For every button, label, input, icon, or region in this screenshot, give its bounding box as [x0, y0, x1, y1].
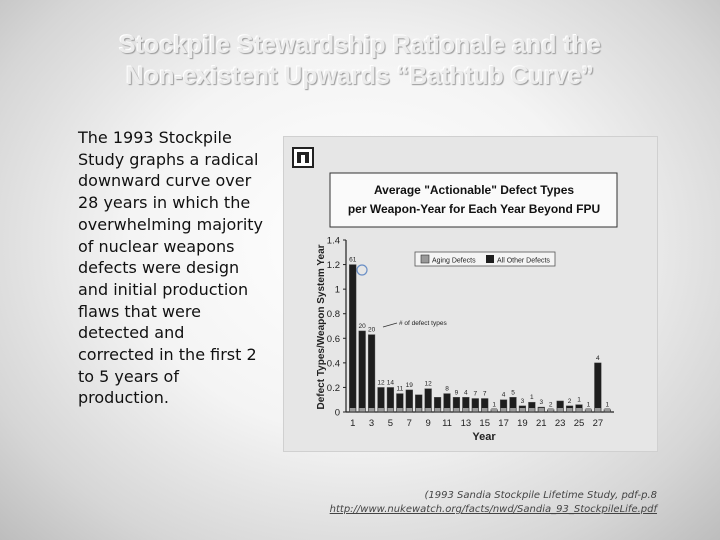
legend-label-aging: Aging Defects: [432, 257, 476, 265]
annotation-arrow: [383, 323, 397, 327]
bar-aging-segment: [388, 408, 394, 412]
bar-data-label: 2: [548, 401, 553, 409]
x-tick-label: 27: [592, 418, 604, 429]
x-tick-label: 1: [350, 418, 356, 429]
bar: [349, 265, 356, 412]
legend-swatch-other: [486, 255, 494, 263]
bar-data-label: 1: [586, 401, 591, 409]
chart-annotation: # of defect types: [399, 320, 447, 327]
bar-aging-segment: [529, 408, 535, 412]
x-tick-label: 5: [387, 418, 394, 429]
chart-figure: [283, 136, 658, 452]
bar-aging-segment: [520, 408, 526, 412]
bar-aging-segment: [576, 408, 582, 412]
y-tick-label: 0: [334, 407, 340, 419]
bar-data-label: 14: [386, 379, 395, 387]
y-tick-label: 0.4: [326, 358, 340, 370]
bar-data-label: 19: [405, 381, 413, 389]
bar-aging-segment: [567, 408, 573, 412]
citation-link[interactable]: http://www.nukewatch.org/facts/nwd/Sandia_93_StockpileLife.pdf: [329, 504, 657, 515]
citation: [282, 489, 657, 517]
bar-data-label: 4: [596, 354, 600, 362]
bar-data-label: 1: [577, 396, 581, 404]
bar-aging-segment: [378, 408, 384, 412]
bar-aging-segment: [454, 408, 460, 412]
bar-data-label: 5: [511, 389, 515, 397]
bar-data-label: 2: [567, 397, 572, 405]
bar-data-label: 1: [530, 394, 534, 402]
y-tick-label: 1.4: [326, 235, 340, 247]
x-tick-label: 17: [498, 418, 509, 429]
bar-aging-segment: [510, 408, 516, 412]
bar-aging-segment: [350, 408, 356, 412]
bar: [359, 331, 366, 412]
bar-aging-segment: [501, 408, 507, 412]
bar-aging-segment: [557, 408, 563, 412]
slide-title-line-1: Stockpile Stewardship Rationale and the: [118, 31, 602, 59]
y-tick-label: 0.6: [326, 333, 340, 345]
chart-svg: [284, 137, 657, 451]
x-tick-label: 3: [368, 418, 375, 429]
legend-swatch-aging: [421, 255, 429, 263]
bar-data-label: 9: [454, 389, 459, 397]
bar-data-label: 3: [520, 397, 525, 405]
bar-aging-segment: [416, 408, 422, 412]
y-tick-label: 1.2: [326, 260, 340, 272]
bar-aging-segment: [369, 408, 375, 412]
slide-title: [20, 30, 700, 92]
bar-data-label: 12: [424, 380, 432, 388]
y-tick-label: 1: [334, 284, 340, 296]
x-tick-label: 7: [406, 418, 412, 429]
bar-aging-segment: [359, 408, 365, 412]
bar-aging-segment: [444, 408, 450, 412]
y-tick-label: 0.8: [326, 309, 340, 321]
bar-data-label: 7: [473, 390, 478, 398]
chart-title-line-2: per Weapon-Year for Each Year Beyond FPU: [347, 202, 601, 216]
x-tick-label: 9: [425, 418, 431, 429]
bar-aging-segment: [397, 408, 403, 412]
x-tick-label: 21: [535, 418, 547, 429]
bar-aging-segment: [595, 408, 601, 412]
bar: [594, 363, 601, 412]
x-axis-label: Year: [472, 431, 496, 443]
bar-data-label: 12: [377, 379, 385, 387]
chart-legend: [415, 252, 555, 266]
bar-data-label: 20: [358, 322, 366, 330]
bar-aging-segment: [463, 408, 469, 412]
bar-data-label: 61: [349, 256, 357, 264]
bar-aging-segment: [425, 408, 431, 412]
highlight-circle-icon: [357, 265, 367, 275]
bar-aging-segment: [435, 408, 441, 412]
x-tick-label: 25: [573, 418, 585, 429]
x-tick-label: 11: [442, 418, 452, 429]
y-axis-label: Defect Types/Weapon System Year: [316, 244, 327, 410]
bar-aging-segment: [472, 408, 478, 412]
chart-title-box: [330, 173, 617, 227]
bar-data-label: 1: [492, 401, 496, 409]
bar-data-label: 20: [367, 326, 376, 334]
bar-aging-segment: [482, 408, 488, 412]
slide-title-line-2: Non-existent Upwards “Bathtub Curve”: [125, 62, 595, 90]
legend-label-other: All Other Defects: [497, 257, 550, 265]
y-tick-label: 0.2: [326, 382, 340, 394]
x-tick-label: 23: [554, 418, 566, 429]
sandia-logo-icon: [293, 148, 313, 167]
chart-title-line-1: Average "Actionable" Defect Types: [373, 183, 575, 197]
bar-data-label: 4: [501, 391, 506, 399]
x-tick-label: 13: [460, 418, 472, 429]
bar-data-label: 1: [605, 401, 610, 409]
bar-data-label: 4: [464, 389, 468, 397]
bar-data-label: 7: [482, 390, 487, 398]
bar-aging-segment: [538, 408, 544, 412]
bar-data-label: 8: [445, 385, 449, 393]
body-text: The 1993 Stockpile Study graphs a radical downward curve over 28 years in which the overwhelming majority of nuclear weapons defects were design and initial production flaws that were detected and corrected in the first 2 to 5 years of production.: [78, 128, 263, 408]
bar-data-label: 3: [539, 399, 544, 407]
bar: [368, 335, 375, 412]
citation-text: (1993 Sandia Stockpile Lifetime Study, pdf-p.8: [424, 490, 657, 501]
bar-data-label: 11: [396, 385, 404, 393]
x-tick-label: 15: [479, 418, 491, 429]
x-tick-label: 19: [517, 418, 528, 429]
bar-aging-segment: [406, 408, 412, 412]
